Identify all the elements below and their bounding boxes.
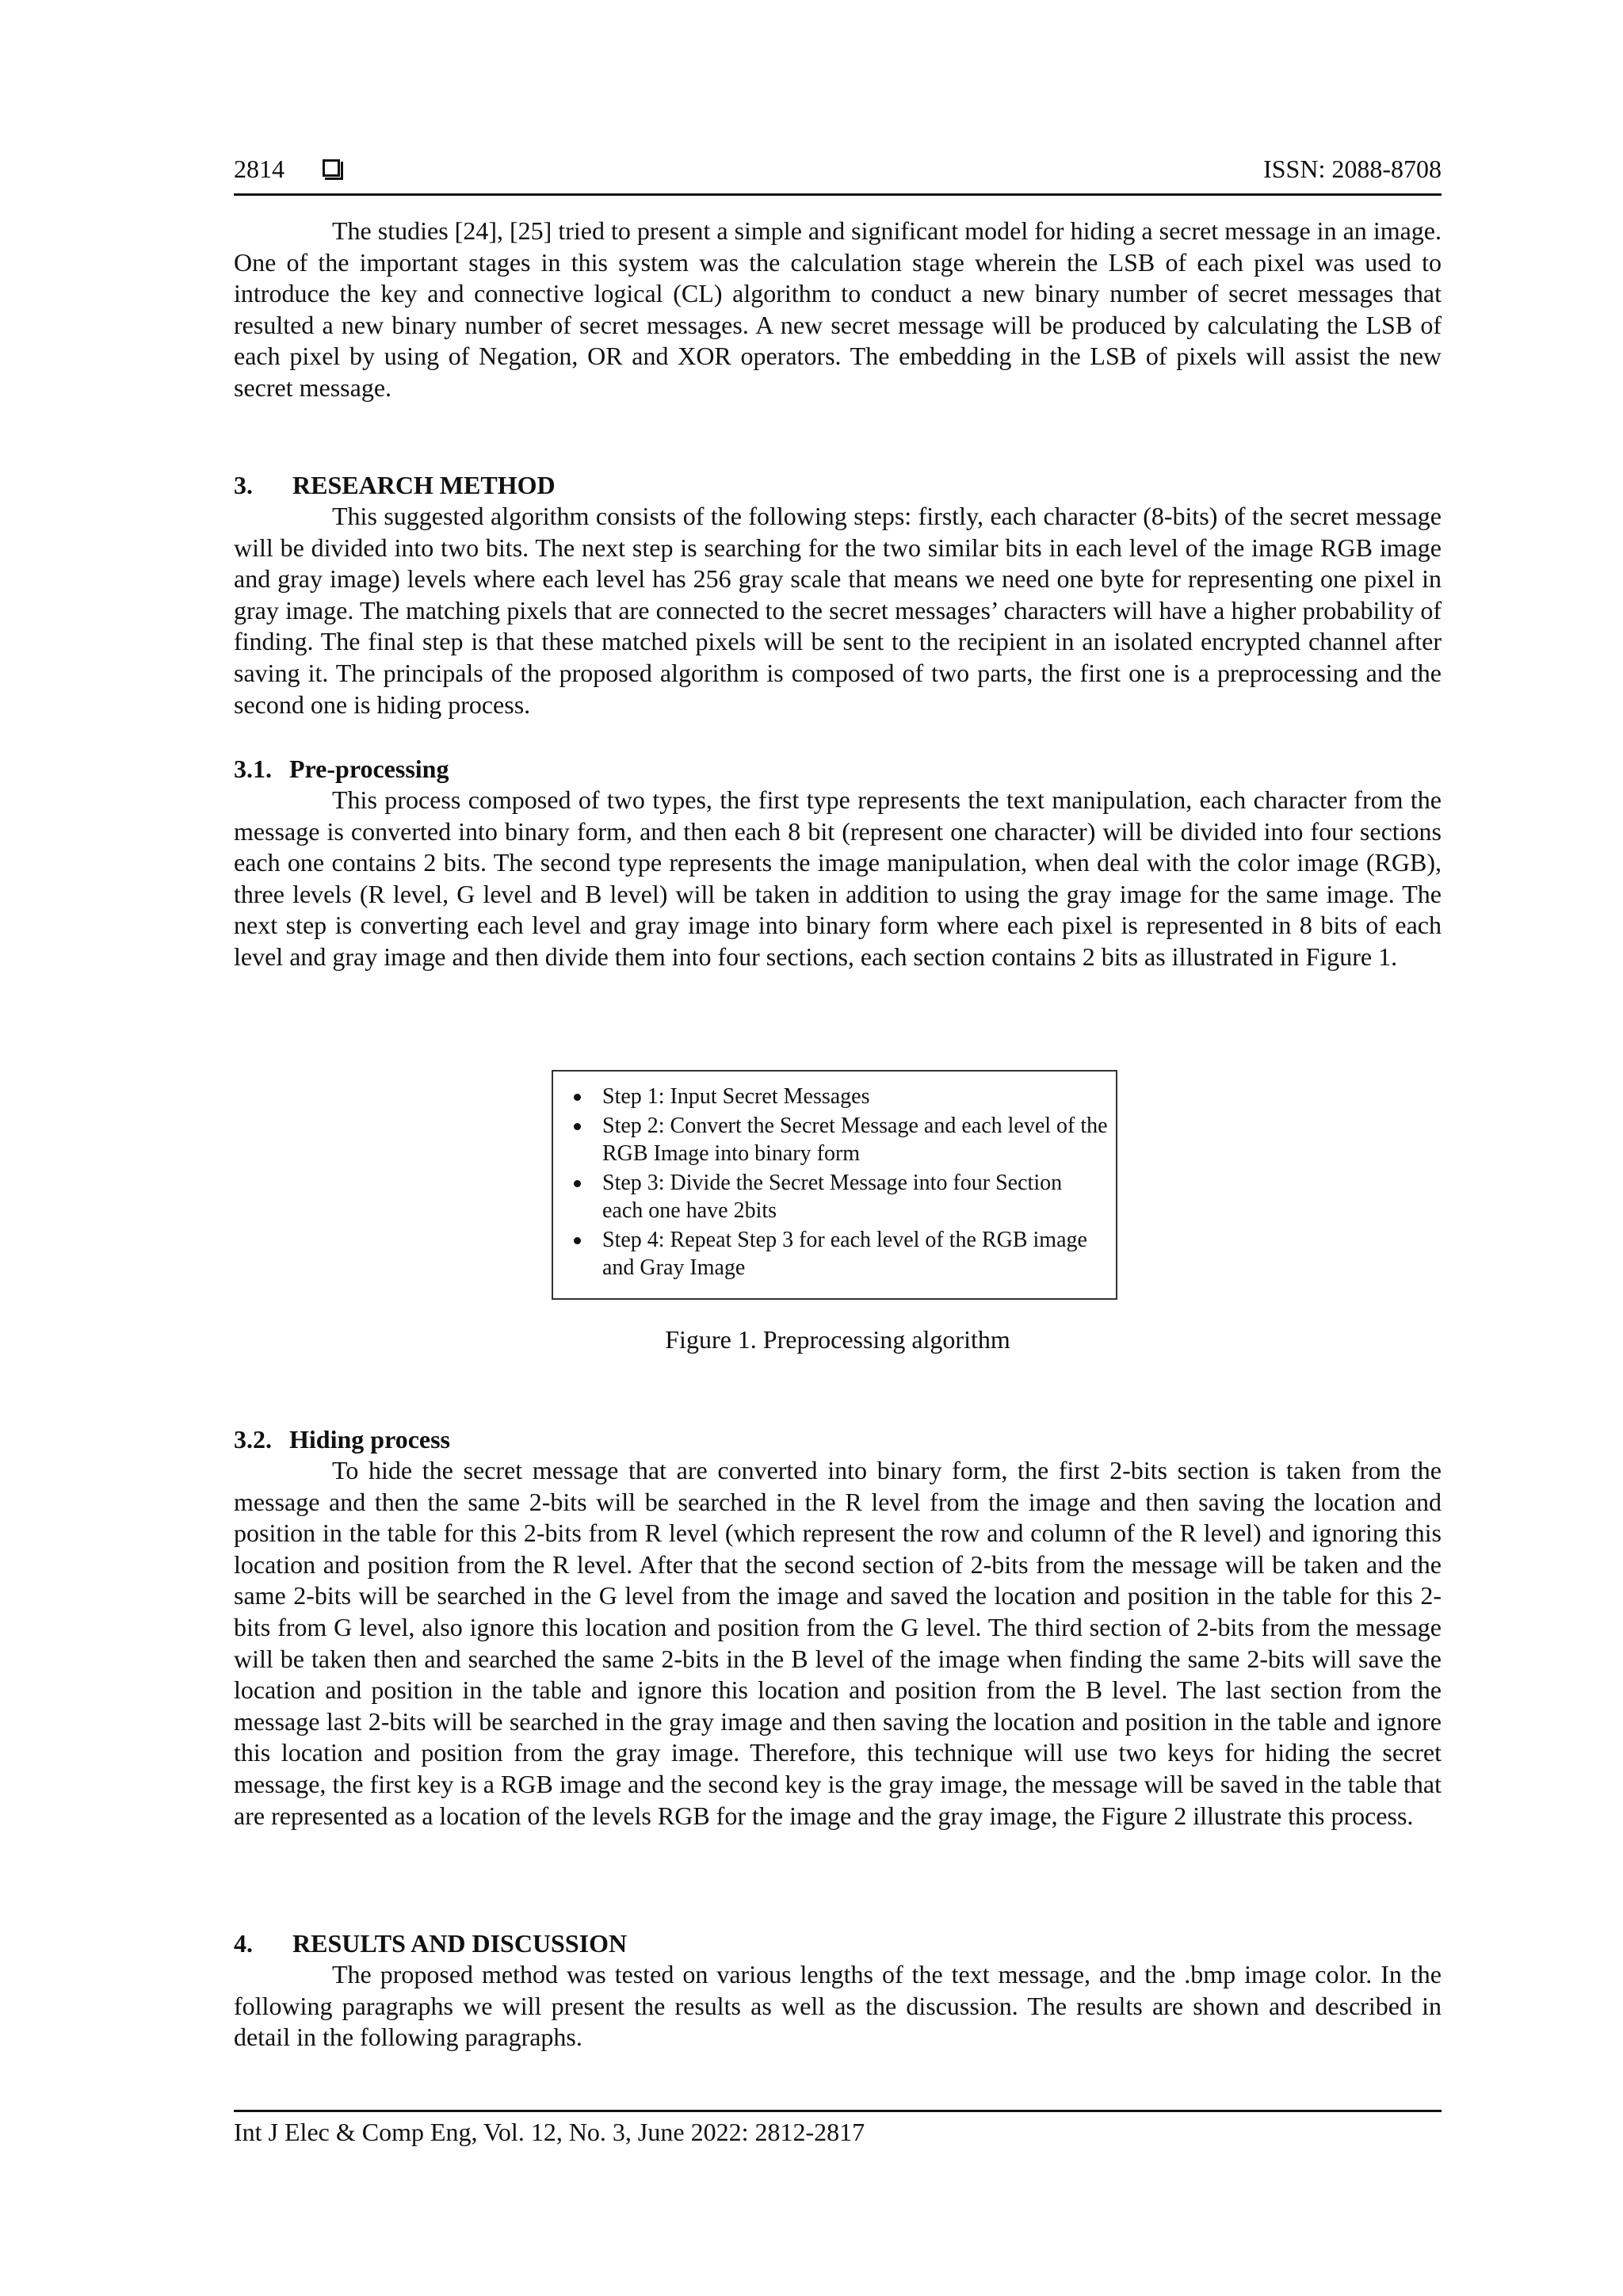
page-number: 2814 (234, 155, 285, 183)
page-header (234, 155, 1442, 194)
section-3-2-heading: 3.2. Hiding process (234, 1425, 450, 1454)
footer-citation: Int J Elec & Comp Eng, Vol. 12, No. 3, June 2022: 2812-2817 (234, 2118, 865, 2146)
preprocessing-steps (553, 1072, 1116, 1282)
figure-1-caption: Figure 1. Preprocessing algorithm (665, 1325, 1010, 1354)
section-4-paragraph: The proposed method was tested on various lengths of the text message, and the .bmp image color. In the following paragraphs we will present the results as well as the discussion. The results are shown and described in detail in the following paragraphs. (234, 1960, 1442, 2052)
figure-1-box (552, 1070, 1117, 1300)
section-3-1-heading: 3.1. Pre-processing (234, 755, 449, 783)
footer-rule (234, 2110, 1442, 2112)
section-3-heading: 3. RESEARCH METHOD (234, 471, 556, 499)
header-rule (234, 193, 1442, 196)
step-item: Step 3: Divide the Secret Message into four Section each one have 2bits (571, 1169, 1108, 1224)
step-item: Step 2: Convert the Secret Message and each level of the RGB Image into binary form (571, 1112, 1108, 1167)
step-item: Step 4: Repeat Step 3 for each level of the RGB image and Gray Image (571, 1226, 1108, 1282)
section-3-1-paragraph: This process composed of two types, the first type represents the text manipulation, each character from the message is converted into binary form, and then each 8 bit (represent one character) will be divided into four sections each one contains 2 bits. The second type represents the image manipulation, when deal with the color image (RGB), three levels (R level, G level and B level) will be taken in addition to using the gray image for the same image. The next step is converting each level and gray image into binary form where each pixel is represented in 8 bits of each level and gray image and then divide them into four sections, each section contains 2 bits as illustrated in Figure 1. (234, 785, 1442, 971)
step-item: Step 1: Input Secret Messages (571, 1083, 1108, 1110)
section-4-heading: 4. RESULTS AND DISCUSSION (234, 1929, 628, 1958)
intro-paragraph: The studies [24], [25] tried to present a simple and significant model for hiding a secret message in an image. One of the important stages in this system was the calculation stage wherein the LSB of each pixel was used to introduce the key and connective logical (CL) algorithm to conduct a new binary number of secret messages that resulted a new binary number of secret messages. A new secret message will be produced by calculating the LSB of each pixel by using of Negation, OR and XOR operators. The embedding in the LSB of pixels will assist the new secret message. (234, 216, 1442, 402)
section-3-2-paragraph: To hide the secret message that are converted into binary form, the first 2-bits section is taken from the message and then the same 2-bits will be searched in the R level from the image and then saving the location and position in the table for this 2-bits from R level (which represent the row and column of the R level) and ignoring this location and position from the R level. After that the second section of 2-bits from the message will be taken and the same 2-bits will be searched in the G level from the image and saved the location and position in the table for this 2-bits from G level, also ignore this location and position from the G level. The third section of 2-bits from the message will be taken then and searched the same 2-bits in the B level of the image when finding the same 2-bits will save the location and position in the table and ignore this location and position from the B level. The last section from the message last 2-bits will be searched in the gray image and then saving the location and position in the table and ignore this location and position from the gray image. Therefore, this technique will use two keys for hiding the secret message, the first key is a RGB image and the second key is the gray image, the message will be saved in the table that are represented as a location of the levels RGB for the image and the gray image, the Figure 2 illustrate this process. (234, 1456, 1442, 1830)
section-3-paragraph: This suggested algorithm consists of the following steps: firstly, each character (8-bits) of the secret message will be divided into two bits. The next step is searching for the two similar bits in each level of the image RGB image and gray image) levels where each level has 256 gray scale that means we need one byte for representing one pixel in gray image. The matching pixels that are connected to the secret messages’ characters will have a higher probability of finding. The final step is that these matched pixels will be sent to the recipient in an isolated encrypted channel after saving it. The principals of the proposed algorithm is composed of two parts, the first one is a preprocessing and the second one is hiding process. (234, 502, 1442, 719)
issn: ISSN: 2088-8708 (1263, 155, 1442, 183)
square-bullet-icon (323, 159, 340, 177)
